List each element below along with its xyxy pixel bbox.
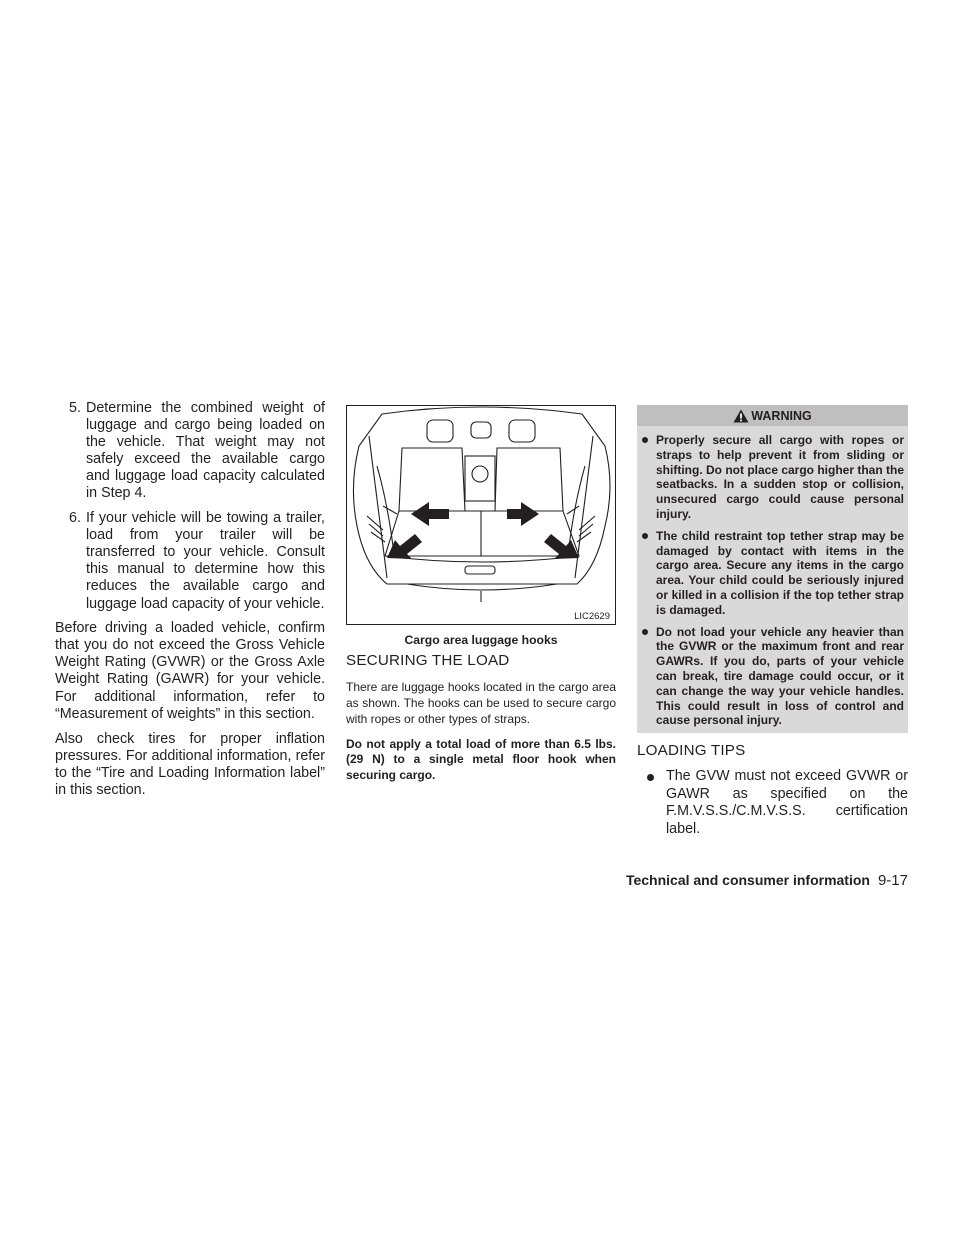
bullet-icon (642, 437, 648, 443)
right-column (637, 400, 908, 838)
warning-text: Properly secure all cargo with ropes or straps to help prevent it from sliding or shifting. Do not place cargo higher than the seatbacks. In a sudden stop or collision, unsecured cargo could cause personal injury. (656, 433, 905, 521)
cargo-area-drawing (347, 406, 615, 624)
footer-section-title: Technical and consumer information (625, 872, 870, 888)
bullet-icon (647, 774, 654, 781)
loading-tips-heading: LOADING TIPS (637, 742, 746, 760)
figure-code: LIC2629 (574, 611, 610, 622)
warning-item (637, 433, 908, 522)
warning-box (637, 405, 908, 733)
cargo-area-illustration (346, 405, 616, 625)
section-heading: SECURING THE LOAD (346, 652, 510, 669)
page-footer (560, 872, 908, 889)
warning-triangle-icon (733, 409, 749, 423)
warning-title: WARNING (751, 408, 812, 423)
warning-header (637, 405, 908, 426)
warning-item (637, 625, 908, 729)
warning-text: Do not load your vehicle any heavier than the GVWR or the maximum front and rear GAWRs. If you do, parts of your vehicle can break, tire damage could occur, or it can change the way your vehicle handles. This could result in loss of control and cause personal injury. (656, 624, 904, 728)
gvwr-paragraph: Before driving a loaded vehicle, confirm that you do not exceed the Gross Vehicle Weight Rating (GVWR) or the Gross Axle Weight Rating (GAWR) for your vehicle. For additional information, refer to “Measurement of weights” in this section. (55, 620, 325, 722)
tire-inflation-paragraph: Also check tires for proper inflation pressures. For additional information, refer to the “Tire and Loading Information label” in this section. (55, 731, 325, 799)
step-6 (55, 510, 325, 613)
bullet-icon (642, 629, 648, 635)
step-number: 6. (69, 510, 81, 527)
figure-caption: Cargo area luggage hooks (404, 633, 558, 647)
left-column (55, 400, 325, 808)
bullet-icon (642, 533, 648, 539)
page-number: 9-17 (877, 872, 908, 889)
tip-text: The GVW must not exceed GVWR or GAWR as specified on the F.M.V.S.S./C.M.V.S.S. certification label. (666, 768, 908, 837)
step-number: 5. (69, 400, 81, 416)
warning-item (637, 529, 908, 618)
middle-column (346, 400, 616, 783)
step-text: Determine the combined weight of luggage and cargo being loaded on the vehicle. That weight may not safely exceed the available cargo and luggage load capacity calculated in Step 4. (86, 400, 325, 502)
body-text: There are luggage hooks located in the cargo area as shown. The hooks can be used to secure cargo with ropes or other types of straps. (346, 680, 616, 726)
tip-item (637, 768, 908, 838)
warning-text: The child restraint top tether strap may be damaged by contact with items in the cargo area. Secure any items in the cargo area. Your child could be seriously injured or killed in a collision if the top tether strap is damaged. (656, 528, 904, 617)
step-text: If your vehicle will be towing a trailer, load from your trailer will be transferred to your vehicle. Consult this manual to determine how this reduces the available cargo and luggage load capacity of your vehicle. (86, 510, 325, 612)
step-5 (55, 400, 325, 503)
load-note: Do not apply a total load of more than 6.5 lbs. (29 N) to a single metal floor hook when securing cargo. (346, 737, 616, 782)
